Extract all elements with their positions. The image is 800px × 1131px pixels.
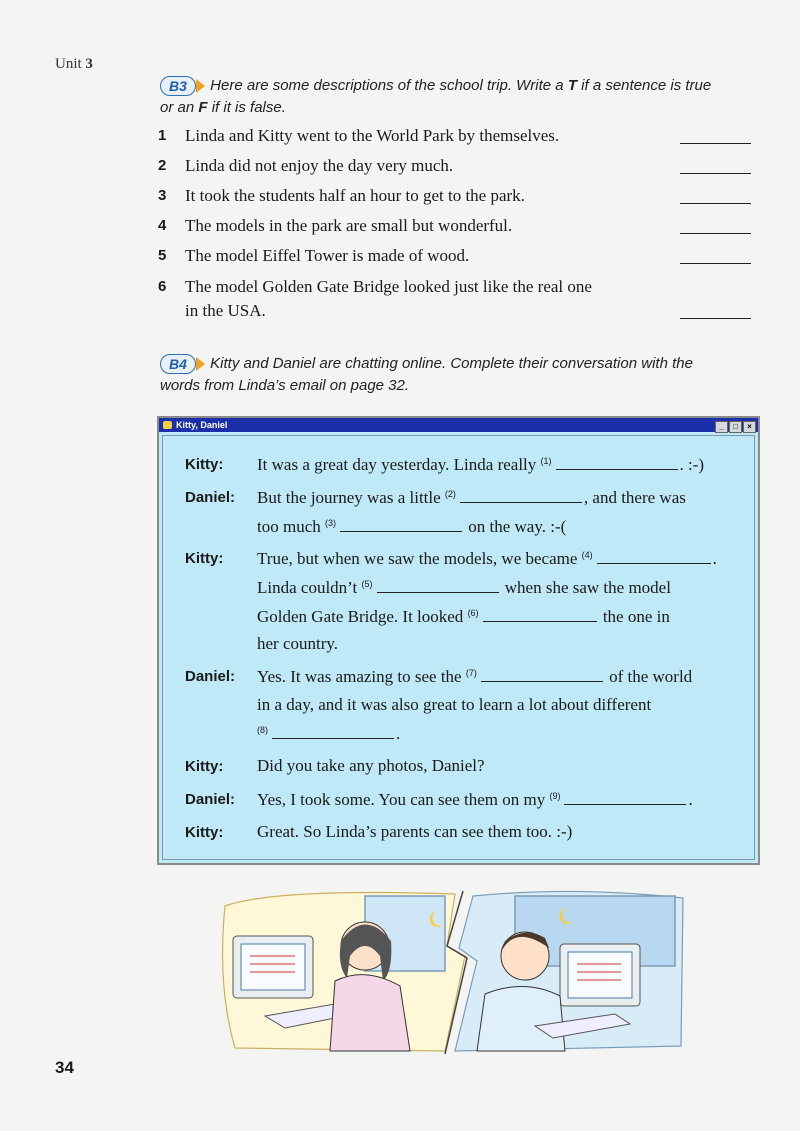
speaker-kitty: Kitty:: [185, 550, 224, 567]
maximize-button[interactable]: □: [729, 421, 742, 433]
chat-blank-3[interactable]: [340, 516, 462, 532]
chat-body: [162, 435, 755, 860]
chat-line: too much $^{(3)}$ on the way. :-(: [257, 517, 567, 536]
screen-right: [568, 952, 632, 998]
b3-badge: [160, 76, 206, 96]
chat-line: in a day, and it was also great to learn a lot about different: [257, 695, 652, 714]
chat-blank-7[interactable]: [481, 666, 603, 682]
unit-label: Unit: [55, 56, 82, 72]
unit-number: 3: [85, 56, 93, 72]
answer-blank-5[interactable]: [680, 263, 751, 264]
screen-left: [241, 944, 305, 990]
chat-line: But the journey was a little $^{(2)}$ , and there was: [257, 488, 686, 507]
chat-title: Kitty, Daniel: [176, 420, 228, 430]
chat-line: Did you take any photos, Daniel?: [257, 756, 485, 775]
page-number: 34: [55, 1058, 74, 1077]
answer-blank-6[interactable]: [680, 318, 751, 319]
chat-line: $^{(8)}$ .: [257, 724, 401, 743]
chat-blank-1[interactable]: [556, 454, 678, 470]
answer-blank-3[interactable]: [680, 203, 751, 204]
b4-instruction: B4 Kitty and Daniel are chatting online. Complete their conversation with the words from Linda’s email on page 32.: [160, 355, 693, 394]
chat-blank-8[interactable]: [272, 723, 394, 739]
girl-body: [330, 975, 410, 1051]
arrow-icon: [196, 357, 205, 371]
b3-instruction: B3 Here are some descriptions of the school trip. Write a T if a sentence is true or an F if it is false.: [160, 77, 712, 116]
speaker-kitty: Kitty:: [185, 456, 224, 473]
chat-line: Great. So Linda’s parents can see them too. :-): [257, 822, 573, 841]
answer-blank-2[interactable]: [680, 173, 751, 174]
chat-app-icon: [163, 421, 172, 429]
chat-window: [157, 416, 760, 865]
chat-blank-2[interactable]: [460, 487, 582, 503]
chat-blank-4[interactable]: [597, 548, 711, 564]
minimize-button[interactable]: _: [715, 421, 728, 433]
b4-badge-label: B4: [160, 354, 196, 374]
chat-line: Linda couldn’t $^{(5)}$ when she saw the model: [257, 578, 671, 597]
answer-blank-1[interactable]: [680, 143, 751, 144]
chat-blank-6[interactable]: [483, 606, 597, 622]
chat-illustration: [215, 886, 687, 1056]
speaker-kitty: Kitty:: [185, 824, 224, 841]
unit-header: [55, 56, 93, 73]
chat-blank-9[interactable]: [564, 789, 686, 805]
arrow-icon: [196, 79, 205, 93]
boy-body: [477, 986, 565, 1051]
b4-badge: [160, 354, 206, 374]
chat-line: Golden Gate Bridge. It looked $^{(6)}$ the one in: [257, 607, 670, 626]
speaker-daniel: Daniel:: [185, 668, 236, 685]
chat-line: Yes, I took some. You can see them on my $^{(9)}$ .: [257, 790, 693, 809]
b3-badge-label: B3: [160, 76, 196, 96]
chat-line: her country.: [257, 634, 339, 653]
speaker-kitty: Kitty:: [185, 758, 224, 775]
chat-line: Yes. It was amazing to see the $^{(7)}$ of the world: [257, 667, 693, 686]
speaker-daniel: Daniel:: [185, 489, 236, 506]
speaker-daniel: Daniel:: [185, 791, 236, 808]
chat-titlebar: [159, 418, 758, 432]
chat-line: It was a great day yesterday. Linda really $^{(1)}$ . :-): [257, 455, 705, 474]
chat-blank-5[interactable]: [377, 577, 499, 593]
chat-line: True, but when we saw the models, we became $^{(4)}$ .: [257, 549, 717, 568]
answer-blank-4[interactable]: [680, 233, 751, 234]
close-button[interactable]: ×: [743, 421, 756, 433]
